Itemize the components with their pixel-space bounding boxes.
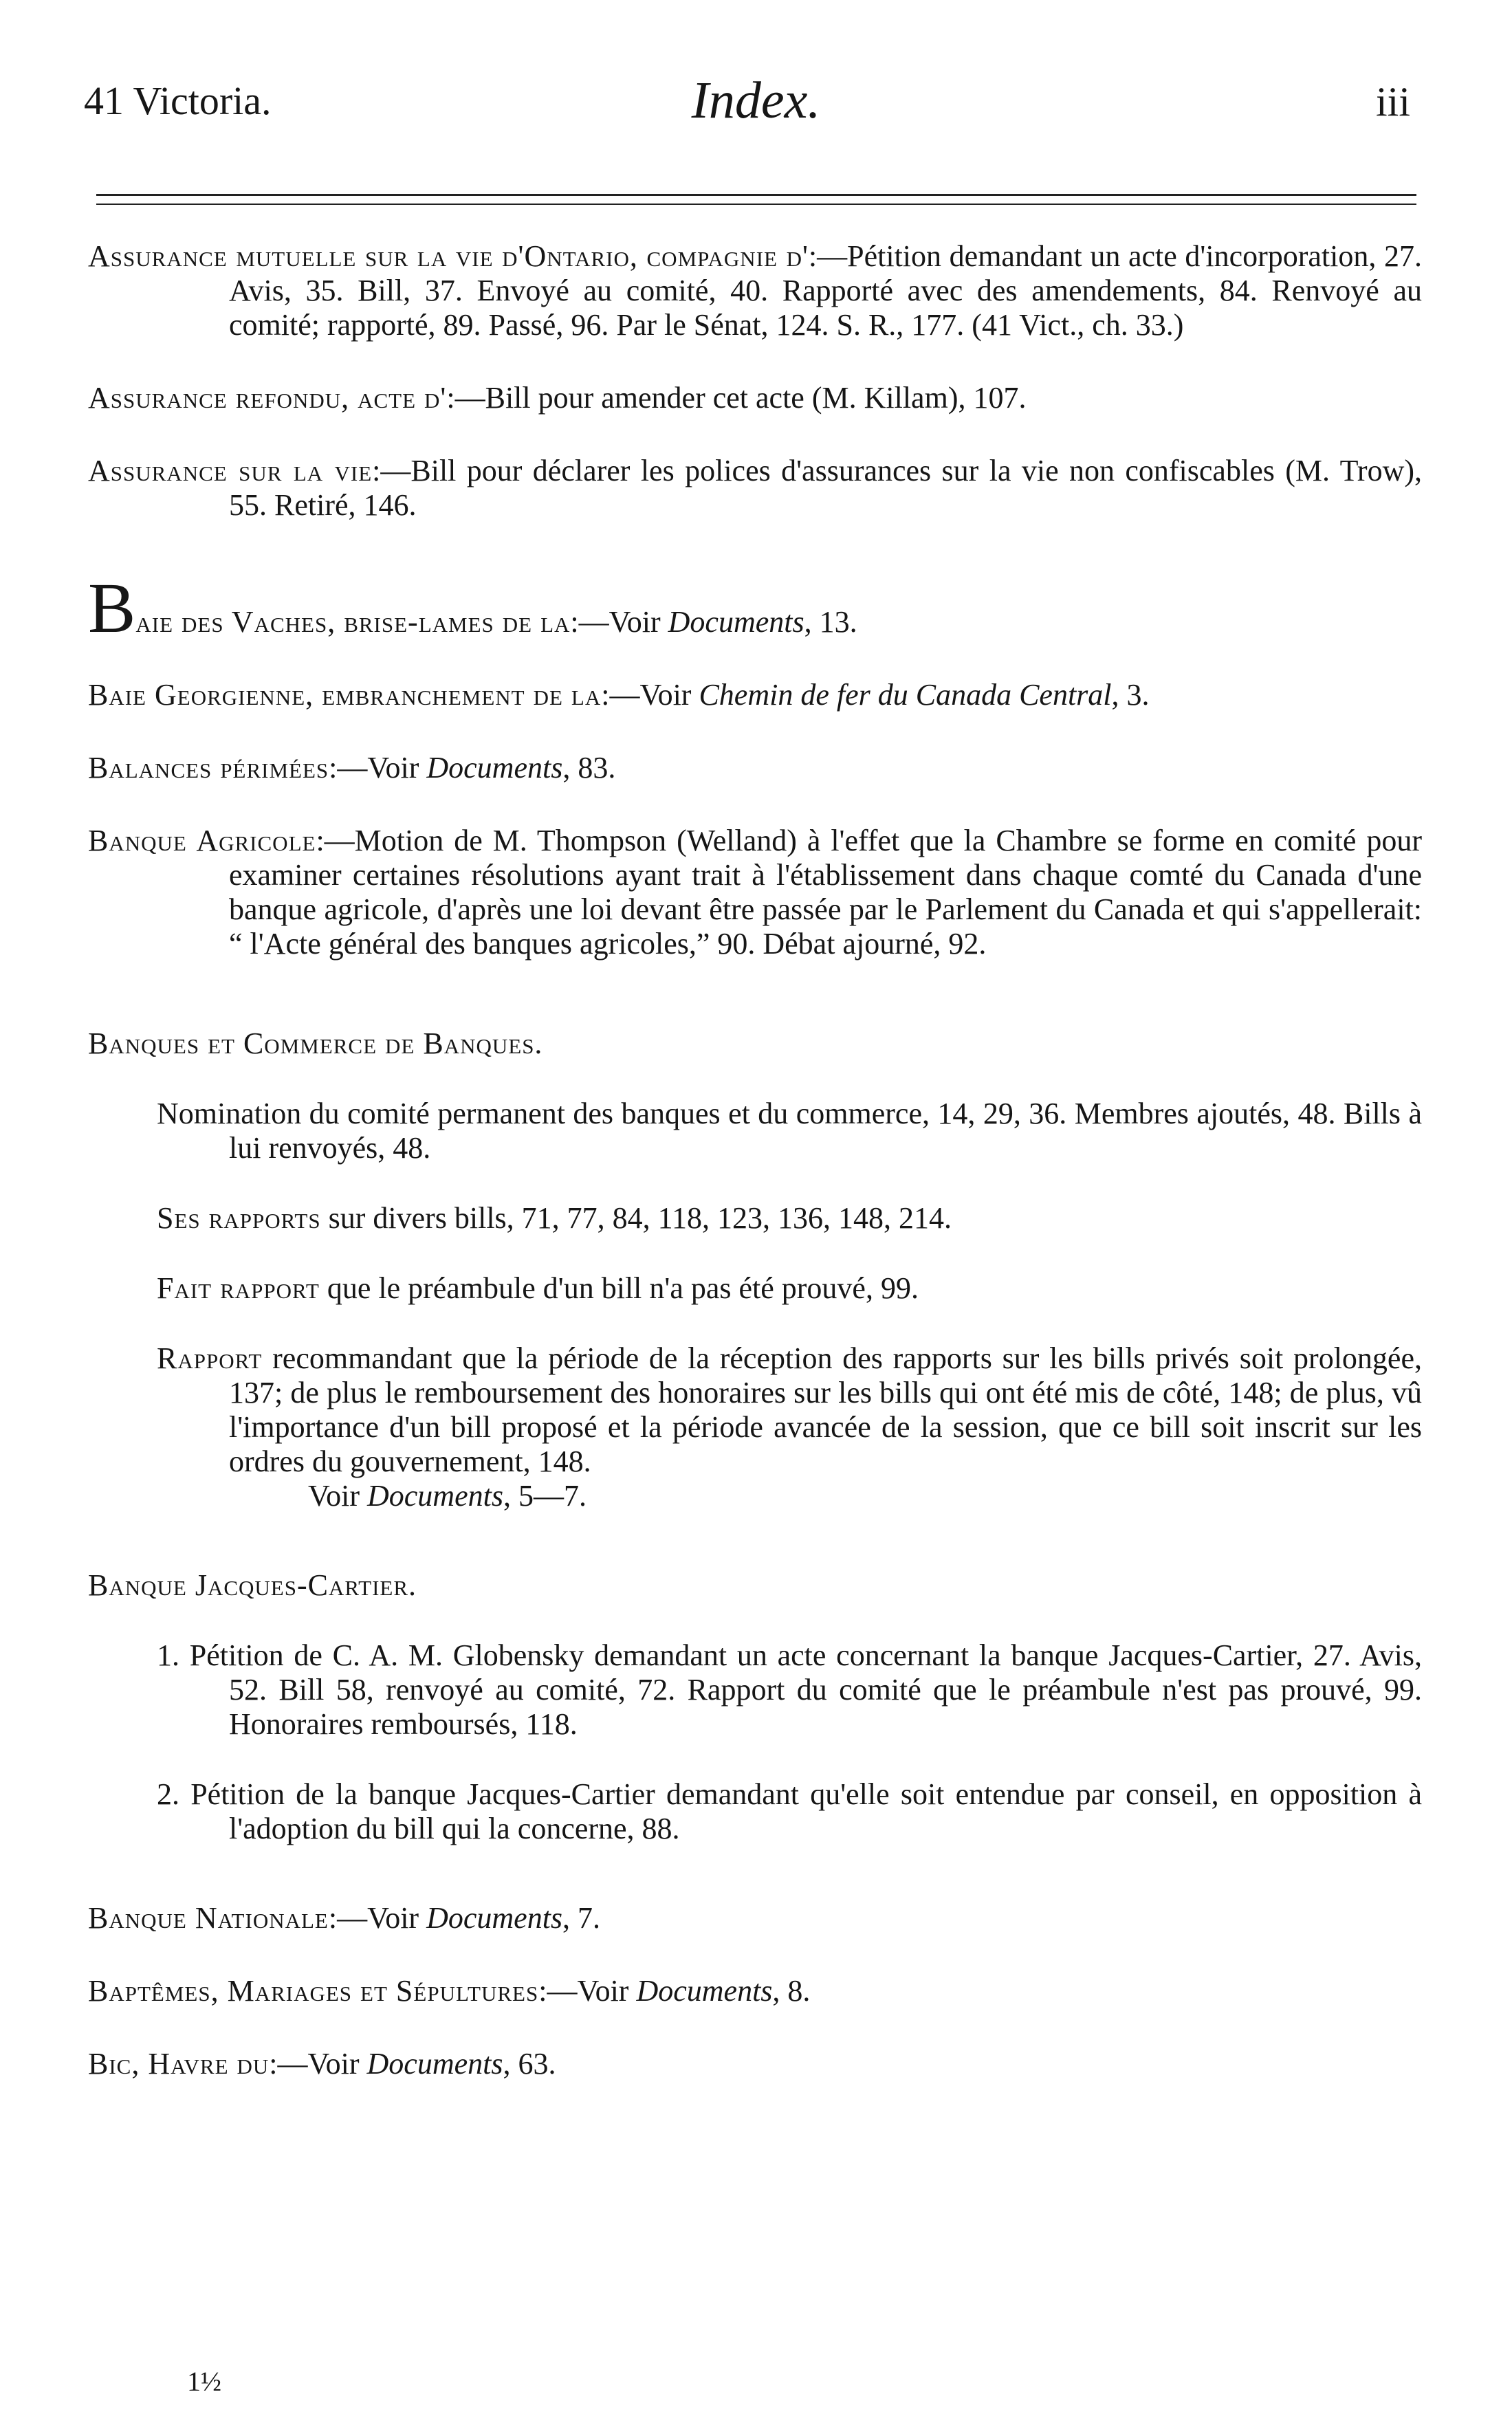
sub-entry-lead: Rapport: [157, 1341, 263, 1375]
sub-entry-text: que le préambule d'un bill n'a pas été prouvé, 99.: [319, 1271, 919, 1305]
index-entry-banque-nationale: [88, 1901, 1422, 1935]
item-text: Pétition de la banque Jacques-Cartier demandant qu'elle soit entendue par conseil, en opposition à l'adoption du bill qui la concerne, 88.: [190, 1777, 1422, 1845]
entry-heading: Assurance refondu, acte d': [88, 381, 447, 415]
see-also-prefix: Voir: [308, 1479, 367, 1513]
sub-entry-rapport: [157, 1341, 1422, 1513]
cross-reference: Documents: [668, 605, 804, 639]
numbered-item-1: [157, 1638, 1422, 1742]
page-number: iii: [1375, 79, 1410, 124]
entry-heading: Banques et Commerce de Banques.: [88, 1027, 543, 1060]
entry-heading: Baie Georgienne, embranchement de la: [88, 678, 602, 712]
drop-cap-letter: B: [88, 569, 136, 648]
entry-heading: Banque Jacques-Cartier.: [88, 1568, 417, 1602]
entry-text: :—Voir: [601, 678, 699, 712]
index-entry-banques-commerce: [88, 1027, 1422, 1061]
index-entry-assurance-refondu: [88, 381, 1422, 415]
entry-text-after: , 8.: [772, 1974, 811, 2008]
running-head-title: Index.: [691, 72, 821, 129]
entry-heading: Baptêmes, Mariages et Sépultures: [88, 1974, 539, 2008]
sub-entry-text: sur divers bills, 71, 77, 84, 118, 123, 136, 148, 214.: [320, 1201, 952, 1235]
numbered-item-2: [157, 1777, 1422, 1846]
sub-entry-lead: Fait rapport: [157, 1271, 320, 1305]
item-number: 2.: [157, 1777, 179, 1811]
entry-text: :—Voir: [538, 1974, 637, 2008]
index-entry-baie-des-vaches: [88, 569, 1422, 648]
entry-text: :—Voir: [570, 605, 668, 639]
entry-text-after: , 83.: [562, 751, 616, 784]
sub-entry-ses-rapports: [157, 1201, 1422, 1236]
item-text: Pétition de C. A. M. Globensky demandant un acte concernant la banque Jacques-Cartier, 27. Avis, 52. Bill 58, renvoyé au comité, 72. Rapport du comité que le préambule n'est pas prouvé, 99. Honoraires remboursés, 118.: [189, 1638, 1423, 1741]
entry-text-after: , 3.: [1111, 678, 1150, 712]
index-entry-baie-georgienne: [88, 678, 1422, 712]
entry-text: :—Voir: [329, 751, 427, 784]
index-entry-banque-agricole: [88, 824, 1422, 961]
entry-text-after: , 7.: [562, 1901, 601, 1935]
entry-heading: Bic, Havre du: [88, 2047, 270, 2081]
entry-text-after: , 63.: [503, 2047, 556, 2081]
cross-reference: Chemin de fer du Canada Central: [699, 678, 1112, 712]
cross-reference: Documents: [366, 2047, 503, 2081]
cross-reference: Documents: [426, 751, 563, 784]
entry-heading: Banque Nationale: [88, 1901, 329, 1935]
see-also-after: , 5—7.: [503, 1479, 587, 1513]
entry-text: :—Pétition demandant un acte d'incorporation, 27. Avis, 35. Bill, 37. Envoyé au comité, 40. Rapporté avec des amendements, 84. Renvoyé au comité; rapporté, 89. Passé, 96. Par le Sénat, 124. S. R., 177. (41 Vict., ch. 33.): [229, 239, 1423, 342]
index-entry-assurance-mutuelle: [88, 239, 1422, 342]
signature-mark: 1½: [187, 2366, 221, 2397]
sub-entry-nomination: [157, 1097, 1422, 1165]
item-number: 1.: [157, 1638, 179, 1672]
entry-text: :—Voir: [328, 1901, 427, 1935]
entry-heading: aie des Vaches, brise-lames de la: [135, 605, 571, 639]
running-head-left: 41 Victoria.: [84, 78, 272, 123]
cross-reference: Documents: [636, 1974, 773, 2008]
see-also-line: [229, 1479, 1422, 1513]
index-entry-assurance-vie: [88, 454, 1422, 523]
entry-heading: Banque Agricole: [88, 824, 316, 857]
entry-text: :—Voir: [269, 2047, 367, 2081]
entry-text-after: , 13.: [804, 605, 857, 639]
sub-entry-fait-rapport: [157, 1271, 1422, 1306]
entry-text: :—Bill pour amender cet acte (M. Killam), 107.: [446, 381, 1027, 415]
header-rule-bottom: [96, 204, 1416, 205]
index-body: [88, 239, 1422, 2120]
index-entry-balances-perimees: [88, 751, 1422, 785]
index-entry-banque-jacques-cartier: [88, 1568, 1422, 1603]
index-entry-baptemes: [88, 1974, 1422, 2008]
index-entry-bic-havre: [88, 2047, 1422, 2081]
sub-entry-lead: Ses rapports: [157, 1201, 321, 1235]
sub-entry-text: Nomination du comité permanent des banques et du commerce, 14, 29, 36. Membres ajoutés, 48. Bills à lui renvoyés, 48.: [157, 1097, 1422, 1165]
sub-entry-text: recommandant que la période de la réception des rapports sur les bills privés soit prolongée, 137; de plus le remboursement des honoraires sur les bills qui ont été mis de côté, 148; de plus, vû l'importance d'un bill proposé et la période avancée de la session, que ce bill soit inscrit sur les ordres du gouvernement, 148.: [229, 1341, 1422, 1478]
entry-heading: Assurance sur la vie: [88, 454, 373, 487]
cross-reference: Documents: [426, 1901, 563, 1935]
header-rule-top: [96, 194, 1416, 196]
entry-heading: Assurance mutuelle sur la vie d'Ontario, compagnie d': [88, 239, 809, 273]
cross-reference: Documents: [366, 1479, 503, 1513]
entry-text: :—Bill pour déclarer les polices d'assurances sur la vie non confiscables (M. Trow), 55. Retiré, 146.: [229, 454, 1422, 522]
entry-text: :—Motion de M. Thompson (Welland) à l'effet que la Chambre se forme en comité pour examiner certaines résolutions ayant trait à l'établissement dans chaque comté du Canada d'une banque agricole, d'après une loi devant être passée par le Parlement du Canada et qui s'appellerait: “ l'Acte général des banques agricoles,” 90. Débat ajourné, 92.: [229, 824, 1422, 961]
entry-heading: Balances périmées: [88, 751, 329, 784]
